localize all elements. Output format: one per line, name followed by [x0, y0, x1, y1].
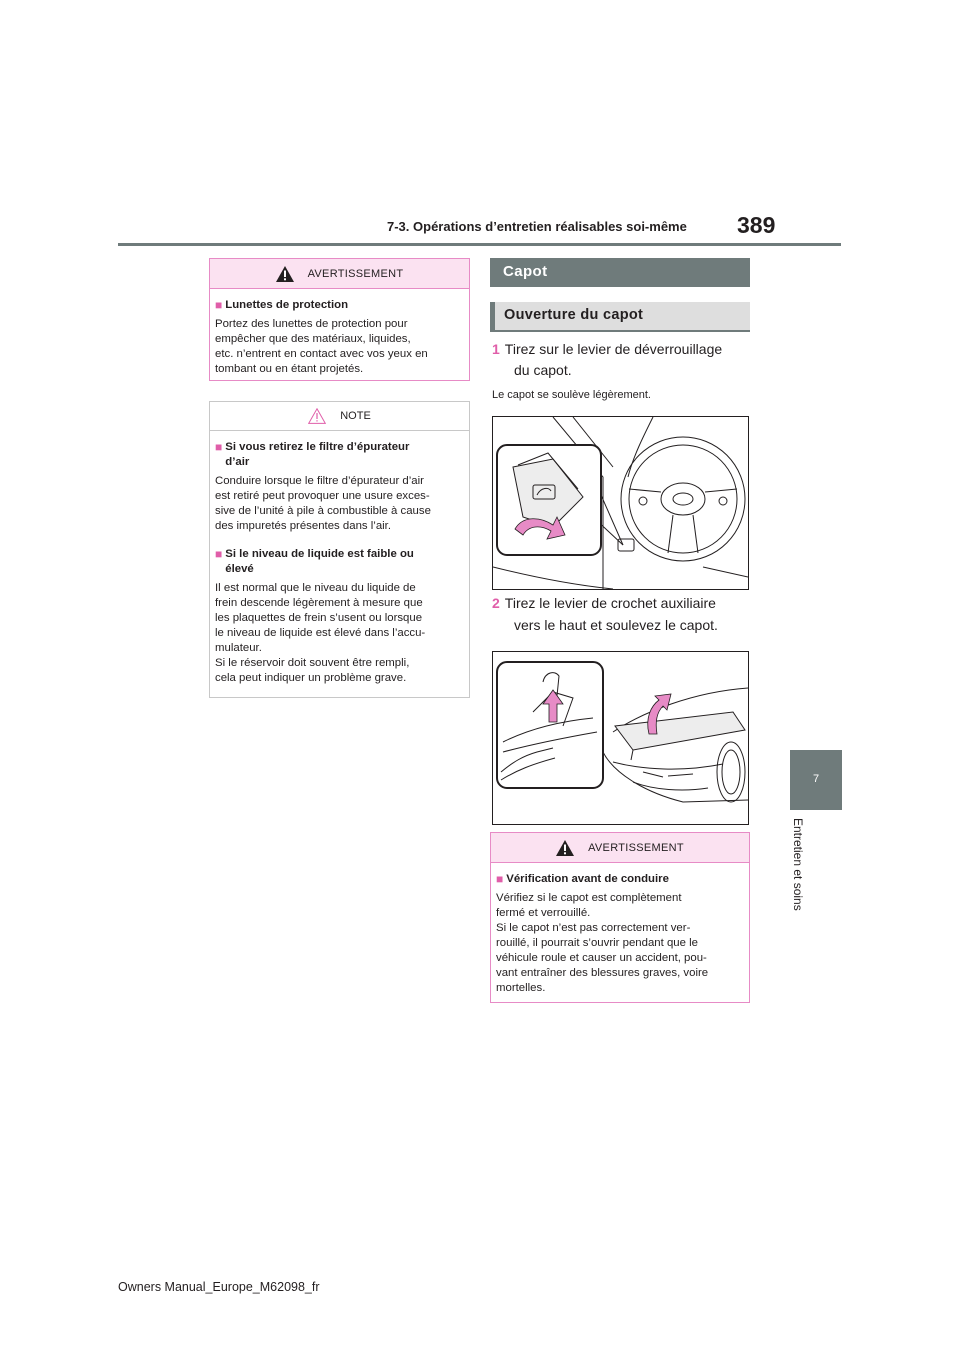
bullet-square-icon: ■ — [215, 440, 223, 454]
page-number: 389 — [737, 212, 776, 238]
footer-text: Owners Manual_Europe_M62098_fr — [118, 1280, 320, 1294]
note-item-title: ■ Si le niveau de liquide est faible ou élevé — [215, 547, 414, 575]
warning-box-header — [491, 833, 749, 863]
warning-box-left — [209, 258, 470, 381]
note-box-header — [210, 402, 469, 431]
warning-item-title: ■ Lunettes de protection — [215, 298, 349, 312]
hood-lift-illustration — [493, 652, 748, 824]
step-1-continued: du capot. — [514, 362, 572, 378]
illustration-hood-release — [492, 416, 749, 590]
bullet-square-icon: ■ — [215, 547, 223, 561]
warning-header-label: AVERTISSEMENT — [307, 267, 404, 280]
note-item-title: ■ Si vous retirez le filtre d’épurateur d’air — [215, 440, 410, 468]
warning-triangle-icon — [276, 266, 294, 282]
chapter-title: Entretien et soins — [791, 818, 805, 911]
chapter-number: 7 — [812, 773, 820, 785]
step-1: 1 Tirez sur le levier de déverrouillage — [492, 341, 723, 357]
step-2-continued: vers le haut et soulevez le capot. — [514, 617, 718, 633]
header-rule — [118, 243, 841, 246]
bullet-square-icon: ■ — [215, 298, 223, 312]
warning-item-text: Vérifiez si le capot est complètement fermé et verrouillé. Si le capot n’est pas correctement ver- rouillé, il pourrait s’ouvrir pendant que le véhicule roule et causer un accident, pou- vant entraîner des blessures graves, voire mortelles. — [496, 892, 709, 994]
bullet-square-icon: ■ — [496, 872, 504, 886]
warning-box-right — [490, 832, 750, 1003]
warning-item-text: Portez des lunettes de protection pour empêcher que des matériaux, liquides, etc. n’entrent en contact avec vos yeux en tombant ou en étant projetés. — [215, 318, 428, 375]
warning-triangle-icon — [556, 840, 574, 856]
step-number: 1 — [492, 341, 500, 357]
hood-release-illustration — [493, 417, 748, 589]
note-triangle-icon — [308, 408, 326, 424]
subsection-heading: Ouverture du capot — [490, 302, 750, 332]
step-2: 2 Tirez le levier de crochet auxiliaire — [492, 595, 716, 611]
section-heading: Capot — [490, 258, 750, 287]
warning-item-title: ■ Vérification avant de conduire — [496, 872, 669, 886]
note-item-text: Conduire lorsque le filtre d’épurateur d’air est retiré peut provoquer une usure exces- sive de l’unité à pile à combustible à cause des impuretés présentes dans l’air. — [215, 475, 431, 532]
note-header-label: NOTE — [340, 410, 371, 422]
note-item-text: Il est normal que le niveau du liquide de frein descende légèrement à mesure que les plaquettes de frein s’usent ou lorsque le niveau de liquide est élevé dans l’accu- mulateur. Si le réservoir doit souvent être rempli, cela peut indiquer un problème grave. — [215, 582, 426, 684]
step-number: 2 — [492, 595, 500, 611]
note-box — [209, 401, 470, 698]
illustration-hood-lift — [492, 651, 749, 825]
section-title: 7-3. Opérations d’entretien réalisables soi-même — [387, 219, 687, 234]
warning-box-header — [210, 259, 469, 289]
step-1-caption: Le capot se soulève légèrement. — [492, 389, 651, 401]
warning-header-label: AVERTISSEMENT — [588, 841, 684, 854]
